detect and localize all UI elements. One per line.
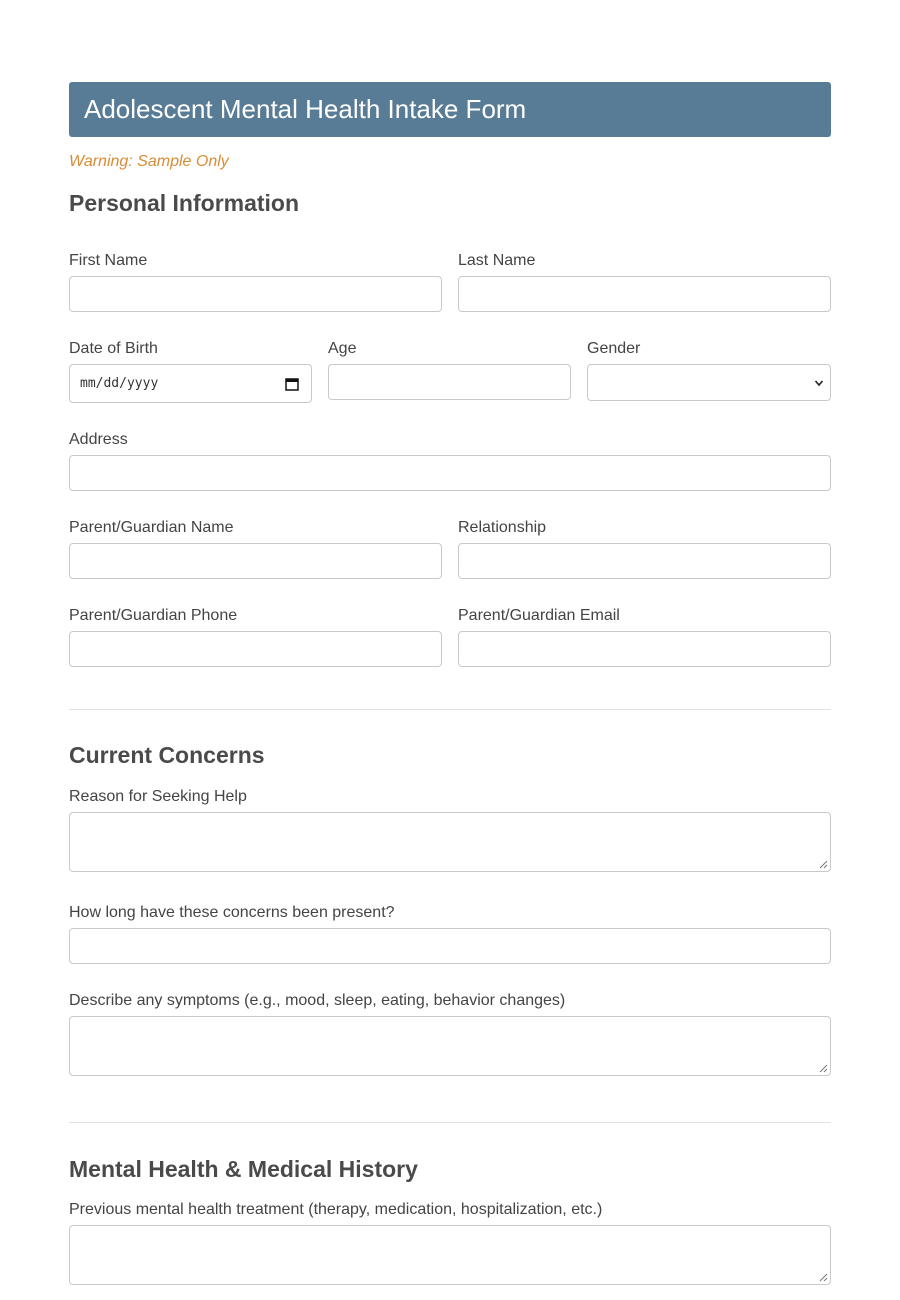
current-concerns-heading: Current Concerns bbox=[69, 742, 265, 768]
last-name-input[interactable] bbox=[458, 276, 831, 312]
resize-handle-icon[interactable] bbox=[819, 1273, 828, 1282]
address-label: Address bbox=[69, 431, 128, 448]
section-divider bbox=[69, 709, 831, 710]
calendar-icon[interactable] bbox=[285, 377, 299, 391]
age-input[interactable] bbox=[328, 364, 571, 400]
symptoms-label: Describe any symptoms (e.g., mood, sleep, eating, behavior changes) bbox=[69, 992, 566, 1009]
symptoms-textarea[interactable] bbox=[69, 1016, 831, 1076]
reason-label: Reason for Seeking Help bbox=[69, 788, 247, 805]
duration-input[interactable] bbox=[69, 928, 831, 964]
guardian-email-label: Parent/Guardian Email bbox=[458, 607, 620, 624]
dob-label: Date of Birth bbox=[69, 340, 158, 357]
resize-handle-icon[interactable] bbox=[819, 860, 828, 869]
sample-warning: Warning: Sample Only bbox=[69, 153, 229, 170]
section-divider bbox=[69, 1122, 831, 1123]
dob-placeholder: mm/dd/yyyy bbox=[80, 376, 159, 391]
relationship-input[interactable] bbox=[458, 543, 831, 579]
previous-treatment-textarea[interactable] bbox=[69, 1225, 831, 1285]
form-header bbox=[69, 82, 831, 137]
guardian-name-input[interactable] bbox=[69, 543, 442, 579]
chevron-down-icon bbox=[814, 378, 824, 388]
relationship-label: Relationship bbox=[458, 519, 547, 536]
age-label: Age bbox=[328, 340, 357, 357]
guardian-name-label: Parent/Guardian Name bbox=[69, 519, 234, 536]
gender-label: Gender bbox=[587, 340, 641, 357]
guardian-phone-label: Parent/Guardian Phone bbox=[69, 607, 238, 624]
form-title: Adolescent Mental Health Intake Form bbox=[84, 94, 527, 124]
history-heading: Mental Health & Medical History bbox=[69, 1156, 418, 1182]
personal-info-heading: Personal Information bbox=[69, 190, 300, 216]
last-name-label: Last Name bbox=[458, 252, 536, 269]
resize-handle-icon[interactable] bbox=[819, 1064, 828, 1073]
address-input[interactable] bbox=[69, 455, 831, 491]
intake-form bbox=[69, 82, 831, 1218]
duration-label: How long have these concerns been present? bbox=[69, 904, 395, 921]
reason-textarea[interactable] bbox=[69, 812, 831, 872]
gender-select[interactable] bbox=[587, 364, 831, 401]
previous-treatment-label: Previous mental health treatment (therapy, medication, hospitalization, etc.) bbox=[69, 1201, 603, 1218]
first-name-input[interactable] bbox=[69, 276, 442, 312]
first-name-label: First Name bbox=[69, 252, 148, 269]
guardian-phone-input[interactable] bbox=[69, 631, 442, 667]
dob-date-input[interactable] bbox=[69, 364, 312, 403]
guardian-email-input[interactable] bbox=[458, 631, 831, 667]
